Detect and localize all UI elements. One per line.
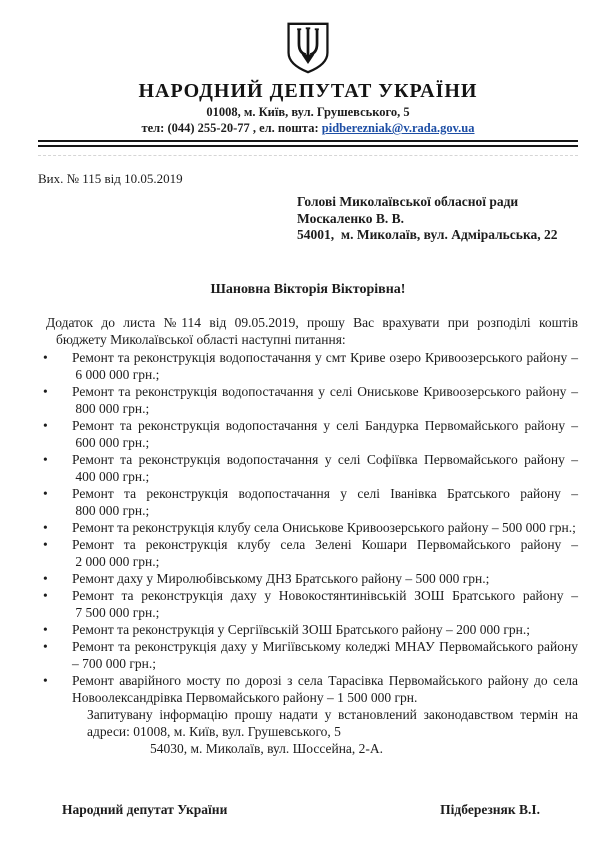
list-item: • Ремонт та реконструкція водопостачання у селі Ониськове Кривоозерського району – 800 000 грн.; [38,383,578,417]
list-item: • Ремонт та реконструкція водопостачання у селі Іванівка Братського району – 800 000 грн.; [38,485,578,519]
outgoing-ref-number: Вих. № 115 від 10.05.2019 [38,171,183,186]
letterhead-address: 01008, м. Київ, вул. Грушевського, 5 [206,105,410,119]
letterhead-title: НАРОДНИЙ ДЕПУТАТ УКРАЇНИ [138,80,478,102]
list-item: • Ремонт та реконструкція клубу села Ониськове Кривоозерського району – 500 000 грн.; [38,519,578,536]
funding-request-list [38,349,578,706]
letterhead-dashed-rule [38,155,578,156]
signature-name: Підберезняк В.І. [440,801,540,817]
closing-paragraph [38,706,578,757]
list-item: • Ремонт та реконструкція водопостачання у смт Криве озеро Кривоозерського району – 6 000 000 грн.; [38,349,578,383]
list-item: • Ремонт та реконструкція клубу села Зелені Кошари Первомайського району – 2 000 000 грн.; [38,536,578,570]
recipient-line: 54001, м. Миколаїв, вул. Адміральська, 22 [297,227,558,242]
list-item: • Ремонт та реконструкція водопостачання у селі Софіївка Первомайського району – 400 000 грн.; [38,451,578,485]
recipient-block [297,194,578,244]
signature-row [62,801,540,818]
letterhead-contact [38,120,578,136]
intro-line-2: бюджету Миколаївської області наступні питання: [56,331,346,347]
recipient-line: Москаленко В. В. [297,210,404,226]
closing-line-3: 54030, м. Миколаїв, вул. Шоссейна, 2-А. [150,740,384,756]
ukraine-trident-emblem-icon [285,22,331,74]
letterhead-double-rule [38,140,578,147]
intro-line-1: Додаток до листа №114 від 09.05.2019, прошу Вас врахувати при розподілі коштів [46,314,578,330]
recipient-line: Голові Миколаївської обласної ради [297,194,519,209]
list-item: • Ремонт даху у Миролюбівському ДНЗ Братського району – 500 000 грн.; [38,570,578,587]
salutation: Шановна Вікторія Вікторівна! [210,281,406,297]
letterhead [38,22,578,156]
list-item: • Ремонт та реконструкція даху у Мигіївському коледжі МНАУ Первомайського району – 700 000 грн.; [38,638,578,672]
signature-position: Народний депутат України [62,801,228,817]
list-item: • Ремонт та реконструкція даху у Новокостянтинівській ЗОШ Братського району – 7 500 000 грн.; [38,587,578,621]
letterhead-phone: тел: (044) 255-20-77 , ел. пошта: [141,121,322,135]
email-link[interactable]: pidberezniak@v.rada.gov.ua [321,121,475,135]
list-item: • Ремонт та реконструкція водопостачання у селі Бандурка Первомайського району – 600 000 грн.; [38,417,578,451]
closing-line-2: адреси: 01008, м. Київ, вул. Грушевського, 5 [87,723,341,739]
closing-line-1: Запитувану інформацію прошу надати у встановлений законодавством термін на [87,706,578,722]
intro-paragraph [38,314,578,348]
list-item: • Ремонт аварійного мосту по дорозі з села Тарасівка Первомайського району до села Новоолександрівка Первомайського району – 1 500 000 грн. [38,672,578,706]
list-item: • Ремонт та реконструкція у Сергіївській ЗОШ Братського району – 200 000 грн.; [38,621,578,638]
